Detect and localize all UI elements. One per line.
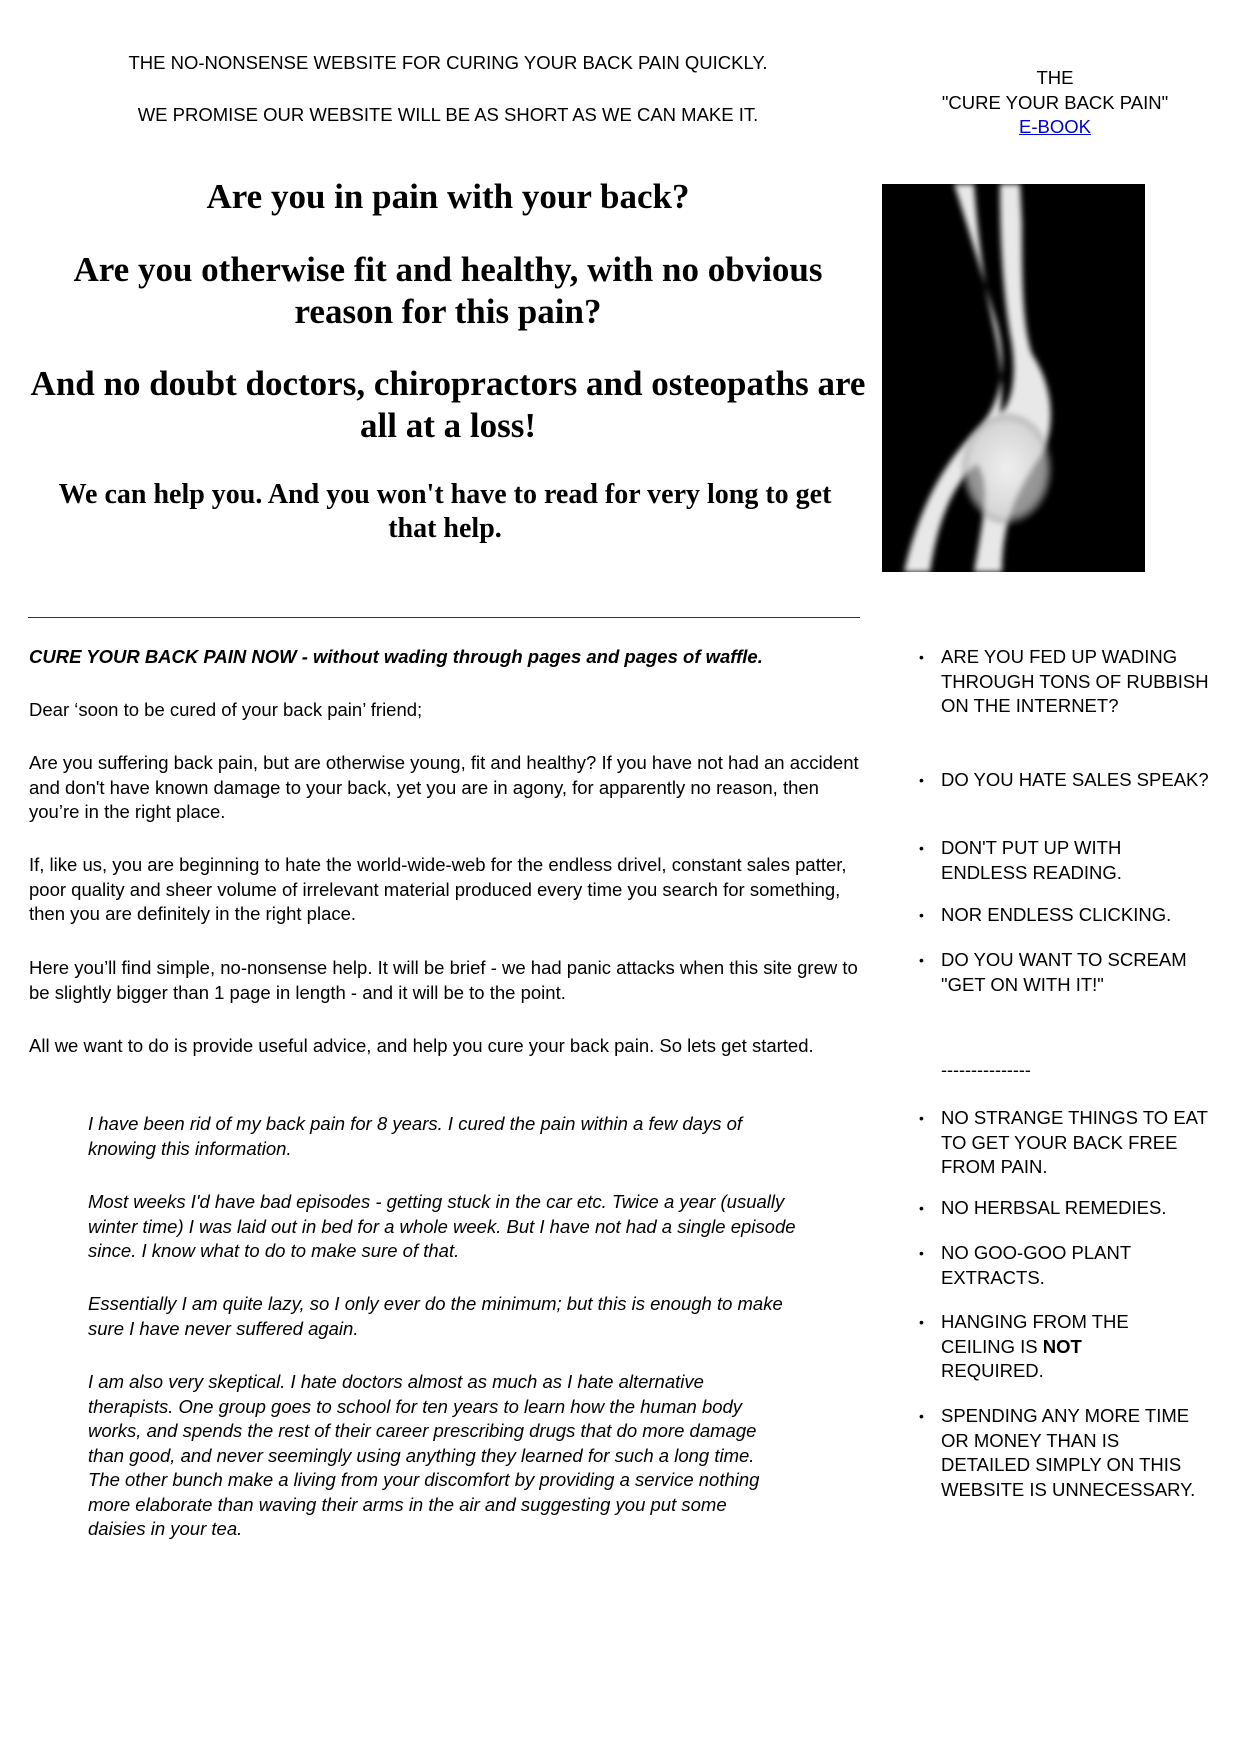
bullet-icon: • (919, 1408, 924, 1424)
list-item (912, 645, 1212, 719)
list-item-text: ARE YOU FED UP WADING THROUGH TONS OF RUBBISH ON THE INTERNET? (941, 646, 1209, 716)
sidebar-benefits-list (912, 0, 1212, 1754)
bullet-icon: • (919, 772, 924, 788)
testimonial-paragraph-4: I am also very skeptical. I hate doctors almost as much as I hate alternative therapists. One group goes to school for ten years to learn how the human body works, and spends the rest of their career prescribing drugs that do more damage than good, and never seemingly using anything they learned for such a long time. The other bunch make a living from your discomfort by providing a service nothing more elaborate than waving their arms in the air and suggesting you put some daisies in your tea. (88, 1371, 760, 1539)
ebook-link[interactable]: E-BOOK (1019, 116, 1091, 137)
list-item (912, 948, 1202, 997)
bullet-icon: • (919, 1110, 924, 1126)
list-item-text: DO YOU WANT TO SCREAM "GET ON WITH IT!" (941, 949, 1187, 995)
list-item (912, 836, 1212, 885)
paragraph-get-started: All we want to do is provide useful advice, and help you cure your back pain. So lets get started. (29, 1035, 814, 1056)
list-item-text: DO YOU HATE SALES SPEAK? (941, 769, 1209, 790)
bullet-icon: • (919, 649, 924, 665)
emphasis-not: NOT (1042, 1335, 1082, 1357)
list-item-text: DON'T PUT UP WITH ENDLESS READING. (941, 837, 1122, 883)
headline-we-can-help: We can help you. And you won't have to read for very long to get that help. (58, 479, 832, 544)
bullet-icon: • (919, 907, 924, 923)
paragraph-suffering: Are you suffering back pain, but are otherwise young, fit and healthy? If you have not had an accident and don't have known damage to your back, yet you are in agony, for apparently no reason, then you’re in the right place. (29, 752, 859, 822)
ebook-line-the: THE (1036, 67, 1074, 88)
list-separator: --------------- (941, 1060, 1031, 1080)
list-item-text: NOR ENDLESS CLICKING. (941, 904, 1172, 925)
list-item-text: NO GOO-GOO PLANT EXTRACTS. (941, 1242, 1131, 1288)
headline-doctors: And no doubt doctors, chiropractors and osteopaths are all at a loss! (30, 364, 866, 445)
bullet-icon: • (919, 1314, 924, 1330)
list-item (912, 1310, 1152, 1384)
paragraph-world-wide-web: If, like us, you are beginning to hate the world-wide-web for the endless drivel, constant sales patter, poor quality and sheer volume of irrelevant material produced every time you search for something, then you are definitely in the right place. (29, 854, 847, 924)
list-item-text: HANGING FROM THE CEILING IS NOT REQUIRED. (941, 1311, 1129, 1381)
site-promise: WE PROMISE OUR WEBSITE WILL BE AS SHORT AS WE CAN MAKE IT. (137, 104, 759, 125)
testimonial-paragraph-2: Most weeks I'd have bad episodes - getting stuck in the car etc. Twice a year (usually winter time) I was laid out in bed for a whole week. But I have not had a single episode since. I know what to do to make sure of that. (88, 1191, 796, 1261)
list-item (912, 1241, 1212, 1290)
list-item-text: NO STRANGE THINGS TO EAT TO GET YOUR BACK FREE FROM PAIN. (941, 1107, 1208, 1177)
headline-pain: Are you in pain with your back? (206, 177, 690, 216)
testimonial-paragraph-1: I have been rid of my back pain for 8 years. I cured the pain within a few days of knowing this information. (88, 1113, 743, 1159)
bullet-icon: • (919, 1245, 924, 1261)
section-divider (28, 617, 860, 618)
paragraph-no-nonsense: Here you’ll find simple, no-nonsense help. It will be brief - we had panic attacks when this site grew to be slightly bigger than 1 page in length - and it will be to the point. (29, 957, 858, 1003)
list-item (912, 1106, 1212, 1180)
site-tagline: THE NO-NONSENSE WEBSITE FOR CURING YOUR BACK PAIN QUICKLY. (128, 52, 768, 73)
salutation: Dear ‘soon to be cured of your back pain’ friend; (29, 699, 423, 720)
ebook-title: "CURE YOUR BACK PAIN" (941, 91, 1169, 113)
intro-title: CURE YOUR BACK PAIN NOW - without wading through pages and pages of waffle. (29, 646, 763, 667)
list-item (912, 903, 1212, 928)
bullet-icon: • (919, 1200, 924, 1216)
list-item (912, 1196, 1212, 1221)
bullet-icon: • (919, 952, 924, 968)
bullet-icon: • (919, 840, 924, 856)
testimonial-paragraph-3: Essentially I am quite lazy, so I only ever do the minimum; but this is enough to make sure I have never suffered again. (88, 1293, 783, 1339)
list-item-text: NO HERBSAL REMEDIES. (941, 1197, 1167, 1218)
headline-fit-healthy: Are you otherwise fit and healthy, with no obvious reason for this pain? (73, 250, 823, 331)
list-item-text: SPENDING ANY MORE TIME OR MONEY THAN IS DETAILED SIMPLY ON THIS WEBSITE IS UNNECESSARY. (941, 1405, 1196, 1500)
list-item (912, 1404, 1212, 1502)
list-item (912, 768, 1212, 793)
